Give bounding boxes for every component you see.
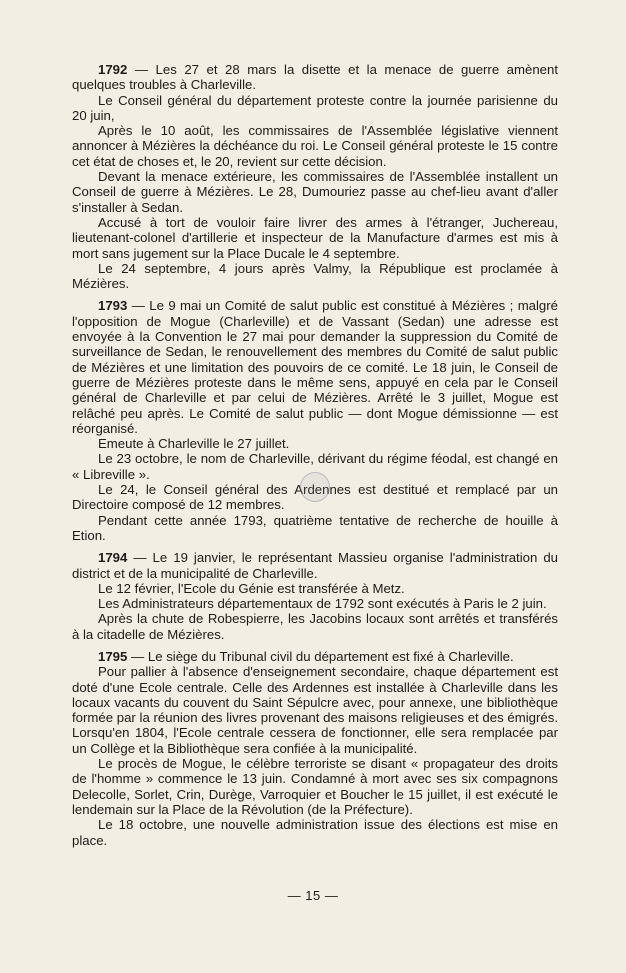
paragraph-text: Les Administrateurs départementaux de 1792 sont exécutés à Paris le 2 juin. [98,596,547,612]
paragraph-text: — Les 27 et 28 mars la disette et la menace de guerre amènent quelques troubles à Charleville. [72,62,558,93]
paragraph [72,649,558,664]
paragraph-text: Pour pallier à l'absence d'enseignement secondaire, chaque département est doté d'une Ecole centrale. Celle des Ardennes est installée à Charleville dans les locaux vacants du couvent du Saint Sépulcre avec, pour annexe, une bibliothèque formée par la réunion des livres provenant des maisons religieuses et des émigrés. Lorsqu'en 1804, l'Ecole centrale cessera de fonctionner, elle sera remplacée par un Collège et la Bibliothèque sera confiée à la municipalité. [72,664,558,756]
paragraph [72,261,558,292]
paragraph [72,436,558,451]
paragraph [72,581,558,596]
paragraph [72,62,558,93]
paragraph-text: Le 23 octobre, le nom de Charleville, dérivant du régime féodal, est changé en « Libreville ». [72,451,558,482]
paragraph [72,550,558,581]
library-stamp-icon [300,472,330,502]
paragraph-text: Le Conseil général du département proteste contre la journée parisienne du 20 juin, [72,92,558,123]
paragraph [72,817,558,848]
paragraph-text: Le 24, le Conseil général des Ardennes est destitué et remplacé par un Directoire composé de 12 membres. [72,482,558,513]
paragraph-text: Accusé à tort de vouloir faire livrer des armes à l'étranger, Juchereau, lieutenant-colonel d'artillerie et inspecteur de la Manufacture d'armes est mis à mort sans jugement sur la Place Ducale le 4 septembre. [72,214,558,261]
paragraph [72,611,558,642]
paragraph [72,664,558,756]
year-heading: 1793 [98,298,128,314]
page-number: — 15 — [287,888,339,903]
paragraph-text: — Le 19 janvier, le représentant Massieu organise l'administration du district et de la municipalité de Charleville. [72,550,558,581]
paragraph-text: Devant la menace extérieure, les commissaires de l'Assemblée installent un Conseil de guerre à Mézières. Le 28, Dumouriez passe au chef-lieu avant d'aller s'installer à Sedan. [72,169,558,215]
paragraph [72,298,558,436]
paragraph [72,513,558,544]
year-heading: 1795 [98,648,128,664]
paragraph [72,123,558,169]
paragraph [72,93,558,124]
paragraph [72,215,558,261]
year-heading: 1794 [98,550,128,566]
paragraph-text: Emeute à Charleville le 27 juillet. [98,436,290,452]
paragraph-text: Le 18 octobre, une nouvelle administration issue des élections est mise en place. [72,817,558,848]
paragraph-text: Le 24 septembre, 4 jours après Valmy, la République est proclamée à Mézières. [72,260,558,292]
document-body [72,62,558,848]
paragraph [72,169,558,215]
paragraph-text: — Le siège du Tribunal civil du département est fixé à Charleville. [127,648,514,664]
paragraph-text: Le procès de Mogue, le célèbre terroriste se disant « propagateur des droits de l'homme » commence le 13 juin. Condamné à mort avec ses six compagnons Delecolle, Sorlet, Crin, Durège, Varroquier et Boucher le 15 juillet, il est exécuté le lendemain sur la Place de la Révolution (de la Préfecture). [72,756,558,817]
paragraph-text: Après le 10 août, les commissaires de l'Assemblée législative viennent annoncer à Mézières la déchéance du roi. Le Conseil général proteste le 15 contre cet état de choses et, le 20, revient sur cette décision. [72,123,558,169]
paragraph-text: — Le 9 mai un Comité de salut public est constitué à Mézières ; malgré l'opposition de Mogue (Charleville) et de Vassant (Sedan) une adresse est envoyée à la Convention le 27 mai pour demander la suppression du Comité de surveillance de Sedan, le renouvellement des membres du Comité de salut public de Mézières et une limitation des pouvoirs de ce comité. Le 18 juin, le Conseil de guerre de Mézières proteste dans le même sens, appuyé en cela par le Conseil général de Charleville et par celui de Mézières. Arrêté le 3 juillet, Mogue est relâché peu après. Le Comité de salut public — dont Mogue démissionne — est réorganisé. [72,298,558,436]
paragraph-text: Le 12 février, l'Ecole du Génie est transférée à Metz. [98,580,405,596]
paragraph [72,756,558,817]
year-heading: 1792 [98,62,128,77]
paragraph-text: Pendant cette année 1793, quatrième tentative de recherche de houille à Etion. [72,512,558,543]
paragraph [72,596,558,611]
paragraph-text: Après la chute de Robespierre, les Jacobins locaux sont arrêtés et transférés à la citadelle de Mézières. [72,611,558,642]
